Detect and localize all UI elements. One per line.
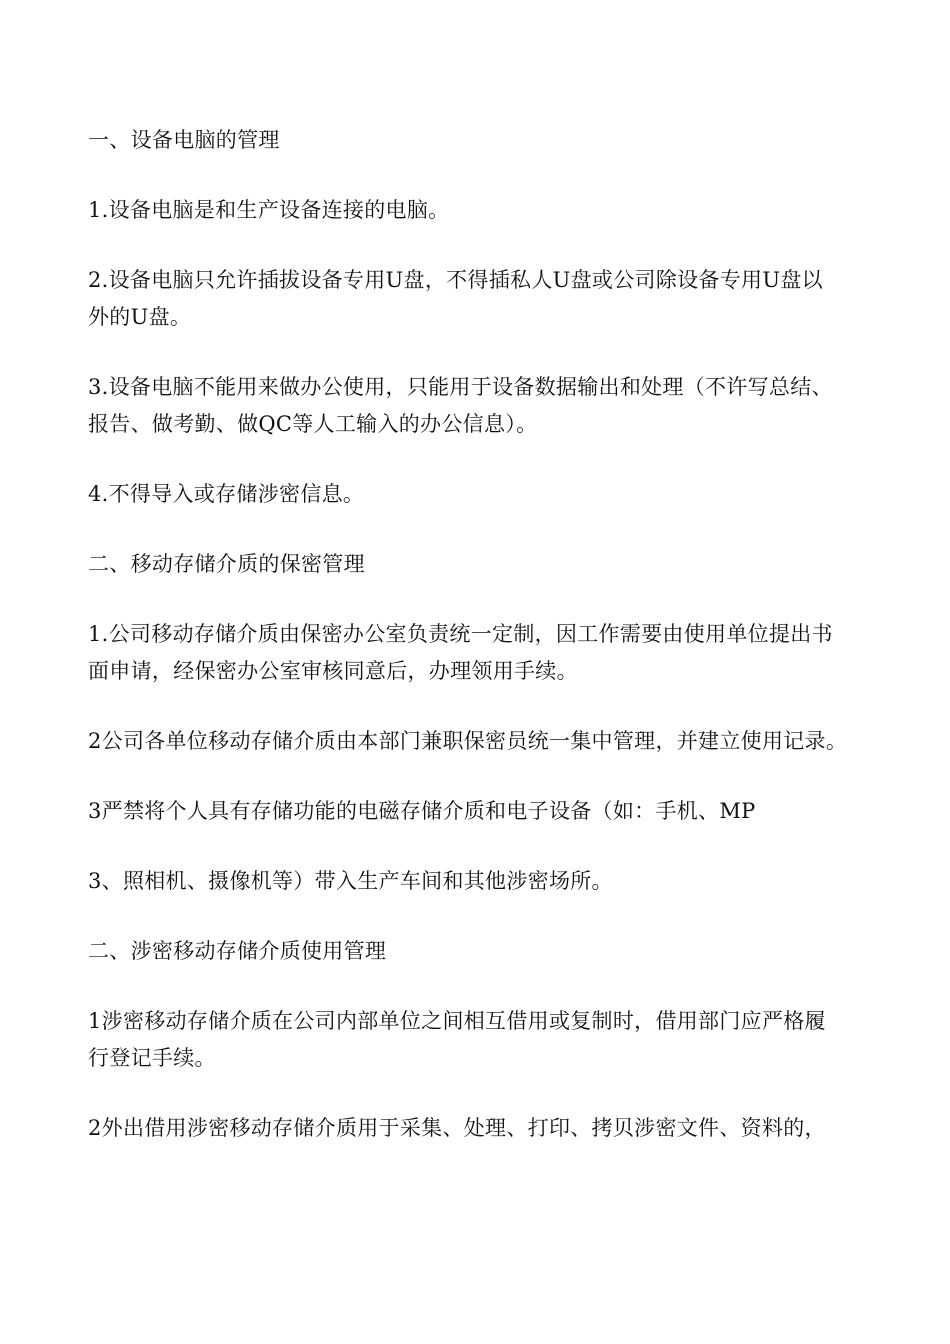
paragraph-2-3 [88,793,868,830]
paragraph-1-4 [88,476,868,513]
text-line: 二、涉密移动存储介质使用管理 [88,939,387,963]
text-line: 4.不得导入或存储涉密信息。 [88,482,365,506]
paragraph-1-1 [88,192,868,229]
text-line: 一、设备电脑的管理 [88,128,280,152]
section-heading-2 [88,546,868,583]
text-line: 外的U盘。 [88,305,192,329]
text-line: 报告、做考勤、做QC等人工输入的办公信息）。 [88,412,538,436]
text-line: 行登记手续。 [88,1046,216,1070]
text-line: 1.设备电脑是和生产设备连接的电脑。 [88,198,450,222]
text-line: 1.公司移动存储介质由保密办公室负责统一定制，因工作需要由使用单位提出书 [88,622,833,646]
text-line: 面申请，经保密办公室审核同意后，办理领用手续。 [88,659,578,683]
text-line: 3严禁将个人具有存储功能的电磁存储介质和电子设备（如：手机、MP [88,799,756,823]
text-line: 1涉密移动存储介质在公司内部单位之间相互借用或复制时，借用部门应严格履 [88,1009,826,1033]
paragraph-2-1 [88,616,868,690]
text-line: 2公司各单位移动存储介质由本部门兼职保密员统一集中管理，并建立使用记录。 [88,729,848,753]
text-line: 3、照相机、摄像机等）带入生产车间和其他涉密场所。 [88,869,613,893]
text-line: 2.设备电脑只允许插拔设备专用U盘，不得插私人U盘或公司除设备专用U盘以 [88,268,823,292]
paragraph-2-2 [88,723,868,760]
text-line: 3.设备电脑不能用来做办公使用，只能用于设备数据输出和处理（不许写总结、 [88,375,833,399]
paragraph-3-1 [88,1003,868,1077]
section-heading-1 [88,122,868,159]
paragraph-2-3-continued [88,863,868,900]
paragraph-1-3 [88,369,868,443]
text-line: 二、移动存储介质的保密管理 [88,552,365,576]
paragraph-1-2 [88,262,868,336]
section-heading-3 [88,933,868,970]
paragraph-3-2 [88,1110,868,1147]
text-line: 2外出借用涉密移动存储介质用于采集、处理、打印、拷贝涉密文件、资料的， [88,1116,826,1140]
